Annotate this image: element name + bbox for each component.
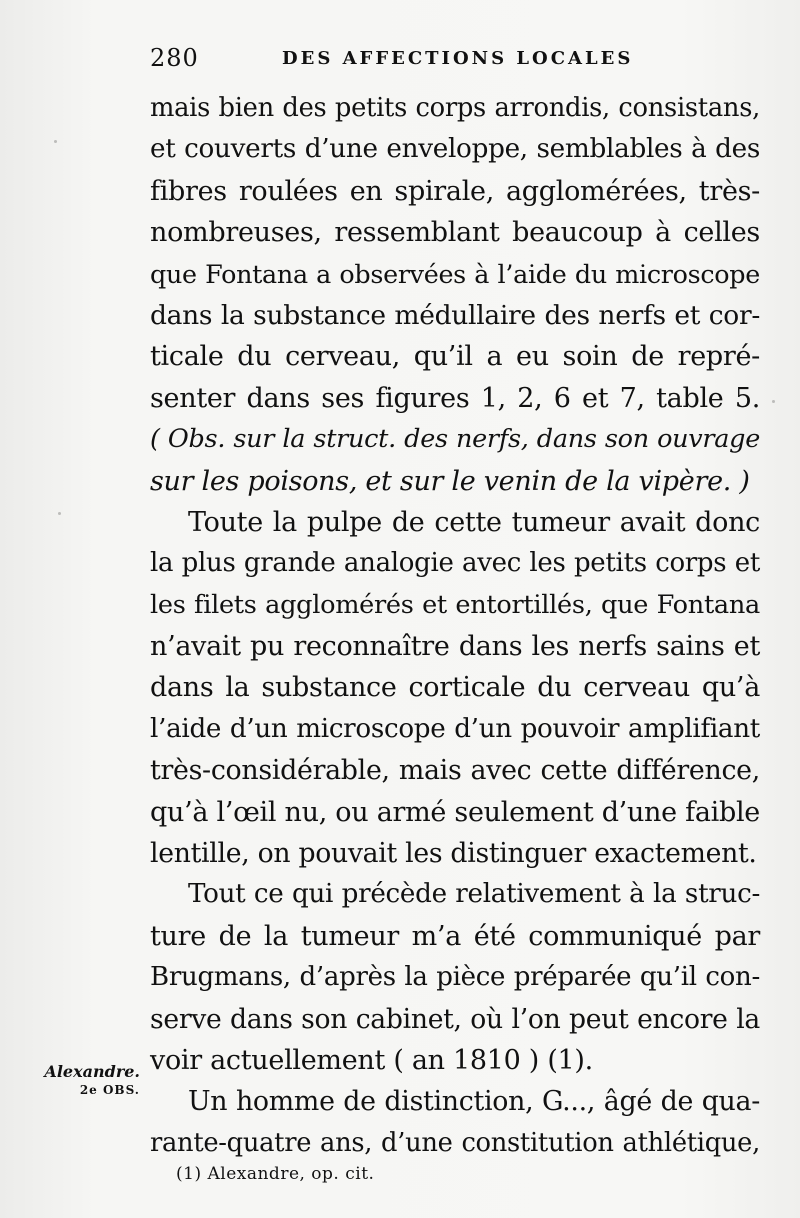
text-line: mais bien des petits corps arrondis, consistans, — [150, 93, 760, 123]
text-line: Toute la pulpe de cette tumeur avait donc — [188, 506, 760, 538]
text-line: ture de la tumeur m’a été communiqué par — [150, 920, 760, 952]
text-line: Un homme de distinction, G..., âgé de qua- — [188, 1086, 760, 1118]
text-line: Tout ce qui précède relativement à la struc- — [188, 879, 760, 910]
text-line: dans la substance corticale du cerveau qu’à — [150, 672, 760, 704]
paper-speck — [58, 512, 61, 515]
text-line: qu’à l’œil nu, ou armé seulement d’une faible — [150, 796, 760, 828]
margin-note-observation: 2e OBS. — [79, 1083, 140, 1097]
text-line: les filets agglomérés et entortillés, que Fontana — [150, 589, 760, 620]
text-line: lentille, on pouvait les distinguer exactement. — [150, 838, 757, 870]
text-line: dans la substance médullaire des nerfs et cor- — [150, 299, 760, 331]
running-head: DES AFFECTIONS LOCALES — [282, 48, 634, 69]
text-line: senter dans ses figures 1, 2, 6 et 7, table 5. — [150, 382, 760, 414]
paper-speck — [772, 400, 775, 403]
text-line: n’avait pu reconnaître dans les nerfs sains et — [150, 631, 760, 663]
text-line: très-considérable, mais avec cette différence, — [150, 755, 760, 787]
page-number: 280 — [150, 44, 199, 72]
text-line: que Fontana a observées à l’aide du microscope — [150, 258, 760, 289]
text-line: rante-quatre ans, d’une constitution athlétique, — [150, 1127, 760, 1158]
paper-speck — [54, 140, 57, 143]
text-line: ( Obs. sur la struct. des nerfs, dans son ouvrage — [150, 424, 760, 455]
text-line: Brugmans, d’après la pièce préparée qu’il con- — [150, 962, 760, 993]
text-line: et couverts d’une enveloppe, semblables à des — [150, 134, 760, 165]
page-header — [150, 44, 760, 80]
text-line: nombreuses, ressemblant beaucoup à celles — [150, 217, 760, 249]
margin-note-name: Alexandre. — [44, 1062, 140, 1081]
body-text — [150, 88, 760, 1164]
margin-note — [30, 1062, 140, 1097]
footnote: (1) Alexandre, op. cit. — [176, 1164, 375, 1184]
text-line: sur les poisons, et sur le venin de la vipère. ) — [150, 465, 750, 497]
text-line: ticale du cerveau, qu’il a eu soin de repré- — [150, 341, 760, 373]
text-line: voir actuellement ( an 1810 ) (1). — [150, 1044, 593, 1076]
text-line: fibres roulées en spirale, agglomérées, très- — [150, 175, 760, 207]
text-line: la plus grande analogie avec les petits corps et — [150, 548, 760, 579]
text-line: serve dans son cabinet, où l’on peut encore la — [150, 1003, 760, 1035]
text-line: l’aide d’un microscope d’un pouvoir amplifiant — [150, 713, 760, 744]
